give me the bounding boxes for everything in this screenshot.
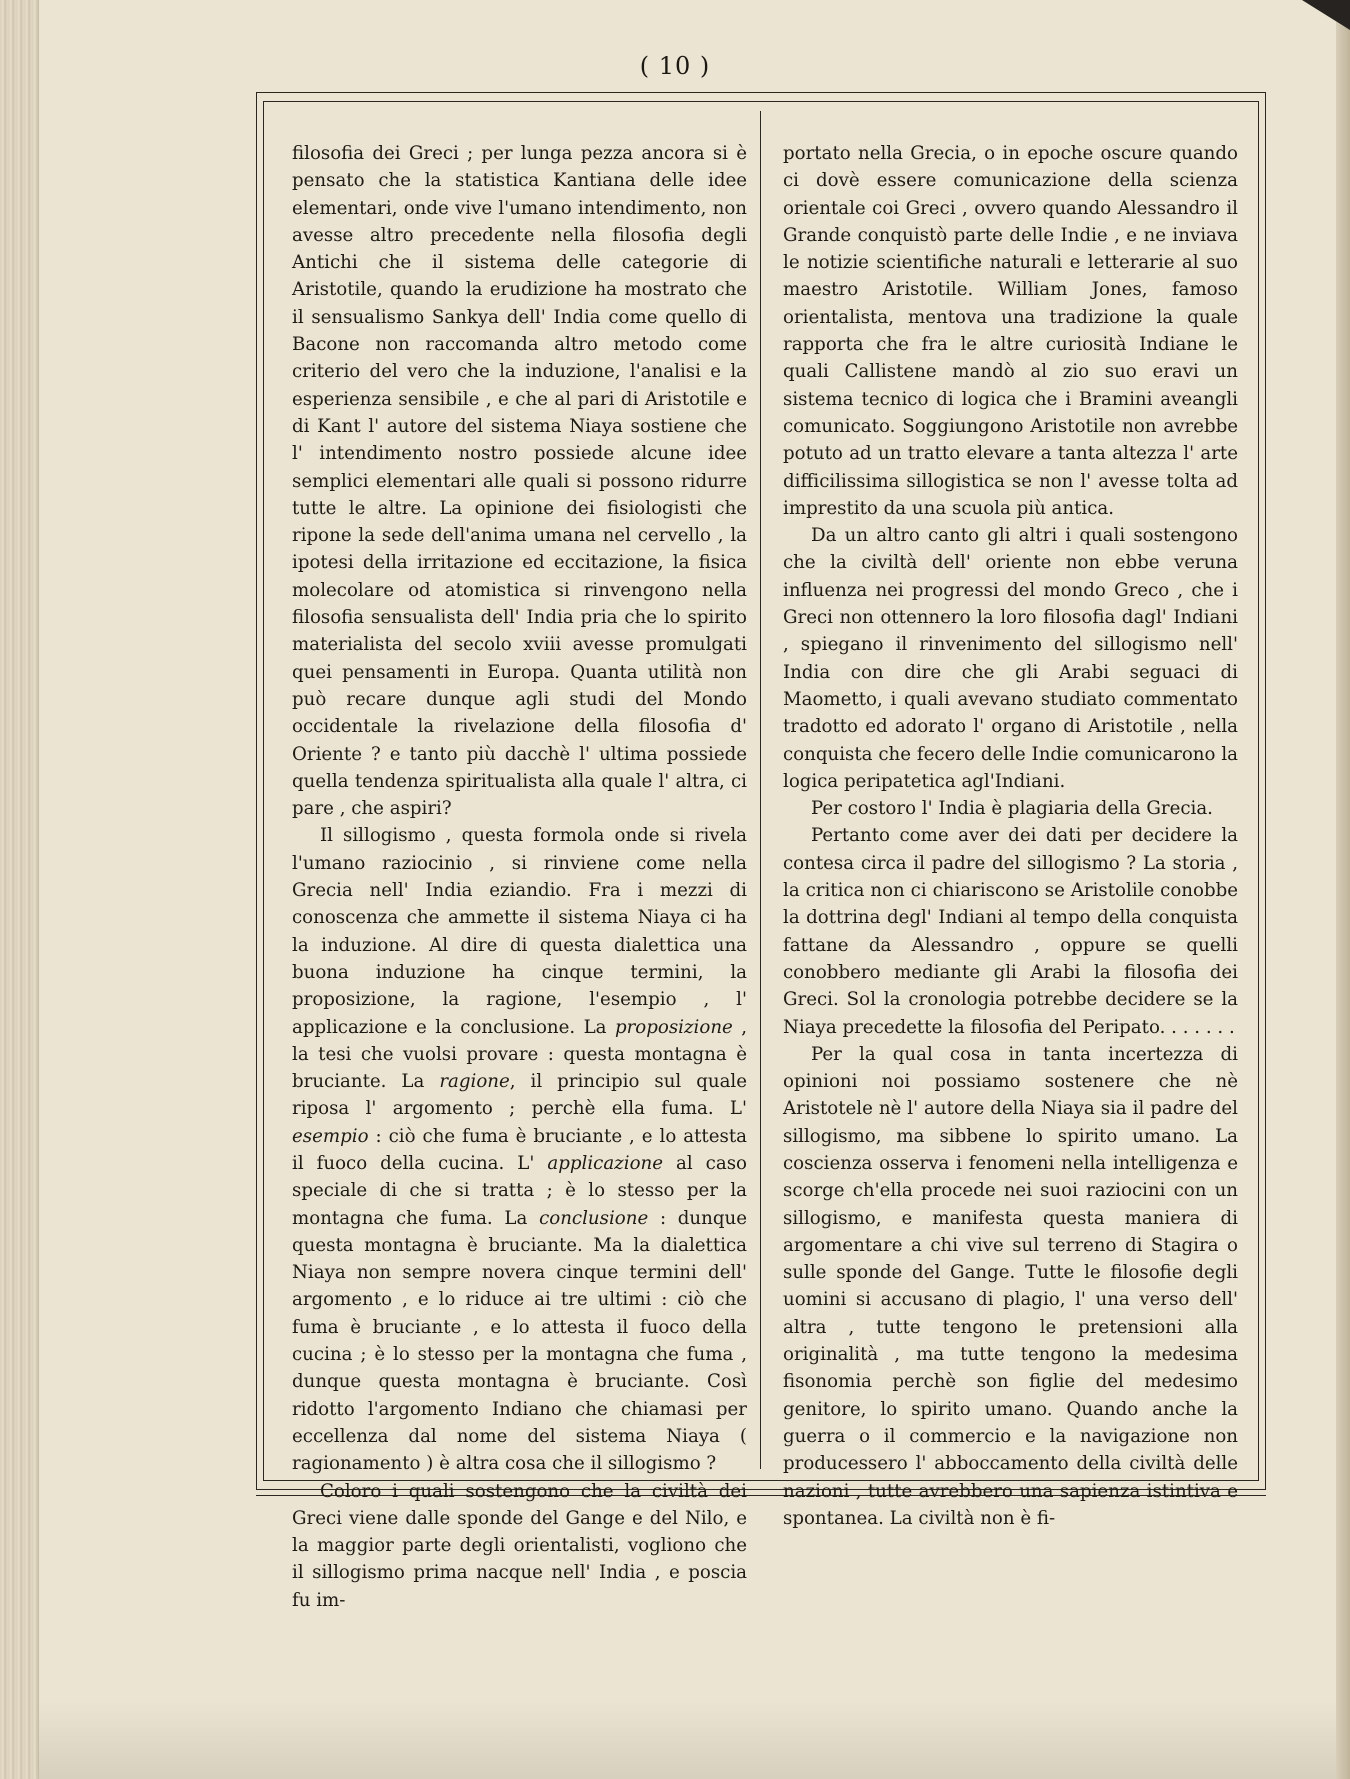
page-stack-edge: [0, 0, 39, 1779]
left-column: [292, 140, 747, 1614]
torn-corner: [1302, 0, 1350, 30]
paragraph: Coloro i quali sostengono che la civiltà dei Greci viene dalle sponde del Gange e del Nilo, e la maggior parte degli orientalisti, vogliono che il sillogismo prima nacque nell' India , e poscia fu im-: [292, 1480, 747, 1611]
paragraph: Da un altro canto gli altri i quali sostengono che la civiltà dell' oriente non ebbe veruna influenza nei progressi del mondo Greco , che i Greci non ottennero la loro filosofia dagl' Indiani , spiegano il rinvenimento del sillogismo nell' India con dire che gli Arabi seguaci di Maometto, i quali avevano studiato commentato tradotto ed adorato l' organo di Aristotile , nella conquista che fecero delle Indie comunicarono la logica peripatetica agl'Indiani.: [783, 525, 1238, 792]
column-divider: [760, 111, 761, 1469]
term-ragione: ragione: [439, 1071, 510, 1093]
paragraph: filosofia dei Greci ; per lunga pezza ancora si è pensato che la statistica Kantiana delle idee elementari, onde vive l'umano intendimento, non avesse altro precedente nella filosofia degli Antichi che il sistema delle categorie di Aristotile, quando la erudizione ha mostrato che il sensualismo Sankya dell' India come quello di Bacone non raccomanda altro metodo come criterio del vero che la induzione, l'analisi e la esperienza sensibile , e che al pari di Aristotile e di Kant l' autore del sistema Niaya sostiene che l' intendimento nostro possiede alcune idee semplici elementari alle quali si possono ridurre tutte le altre. La opinione dei fisiologisti che ripone la sede dell'anima umana nel cervello , la ipotesi della irritazione ed eccitazione, la fisica molecolare od atomistica si rinvengono nella filosofia sensualista dell' India pria che lo spirito materialista del secolo xviii avesse promulgati quei pensamenti in Europa. Quanta utilità non può recare dunque agli studi del Mondo occidentale la rivelazione della filosofia d' Oriente ? e tanto più dacchè l' ultima possiede quella tendenza spiritualista alla quale l' altra, ci pare , che aspiri?: [292, 143, 747, 820]
paragraph: portato nella Grecia, o in epoche oscure quando ci dovè essere comunicazione della scienza orientale coi Greci , ovvero quando Alessandro il Grande conquistò parte delle Indie , e ne inviava le notizie scientifiche naturali e letterarie al suo maestro Aristotile. William Jones, famoso orientalista, mentova una tradizione la quale rapporta che fra le altre curiosità Indiane le quali Callistene mandò al zio suo eravi un sistema tecnico di logica che i Bramini aveangli comunicato. Soggiungono Aristotile non avrebbe potuto ad un tratto elevare a tanta altezza l' arte difficilissima sillogistica se non l' avesse tolta ad imprestito da una scuola più antica.: [783, 143, 1238, 519]
term-esempio: esempio: [292, 1125, 369, 1147]
page-number: ( 10 ): [639, 52, 711, 80]
term-proposizione: proposizione: [614, 1016, 733, 1038]
term-conclusione: conclusione: [539, 1207, 649, 1229]
right-column: [783, 140, 1238, 1532]
paragraph: Per la qual cosa in tanta incertezza di opinioni noi possiamo sostenere che nè Aristotele nè l' autore della Niaya sia il padre del sillogismo, ma sibbene lo spirito umano. La coscienza osserva i fenomeni nella intelligenza e scorge ch'ella procede nei suoi raziocini con un sillogismo, e manifesta questa maniera di argomentare a chi vive sul terreno di Stagira o sulle sponde del Gange. Tutte le filosofie degli uomini si accusano di plagio, l' una verso dell' altra , tutte tengono le pretensioni alla originalità , ma tutte tengono la medesima fisonomia perchè son figlie del medesimo genitore, lo spirito umano. Quando anche la guerra o il commercio e la navigazione non producessero l' abboccamento della civiltà delle nazioni , tutte avrebbero una sapienza istintiva e spontanea. La civiltà non è fi-: [783, 1043, 1238, 1529]
paragraph: Per costoro l' India è plagiaria della Grecia.: [811, 798, 1213, 820]
page-right-edge: [1336, 0, 1350, 1779]
paragraph: Pertanto come aver dei dati per decidere la contesa circa il padre del sillogismo ? La storia , la critica non ci chiariscono se Aristolile conobbe la dottrina degl' Indiani al tempo della conquista fattane da Alessandro , oppure se quelli conobbero mediante gli Arabi la filosofia dei Greci. Sol la cronologia potrebbe decidere se la Niaya precedette la filosofia del Peripato. . . . . . .: [783, 825, 1238, 1038]
paragraph: Il sillogismo , questa formola onde si rivela l'umano raziocinio , si rinviene come nella Grecia nell' India eziandio. Fra i mezzi di conoscenza che ammette il sistema Niaya ci ha la induzione. Al dire di questa dialettica una buona induzione ha cinque termini, la proposizione, la ragione, l'esempio , l' applicazione e la conclusione. La proposizione , la tesi che vuolsi provare : questa montagna è bruciante. La ragione, il principio sul quale riposa l' argomento ; perchè ella fuma. L' esempio : ciò che fuma è bruciante , e lo attesta il fuoco della cucina. L' applicazione al caso speciale di che si tratta ; è lo stesso per la montagna che fuma. La conclusione : dunque questa montagna è bruciante. Ma la dialettica Niaya non sempre novera cinque termini dell' argomento , e lo riduce ai tre ultimi : ciò che fuma è bruciante , e lo attesta il fuoco della cucina ; è lo stesso per la montagna che fuma , dunque questa montagna è bruciante. Così ridotto l'argomento Indiano che chiamasi per eccellenza dal nome del sistema Niaya ( ragionamento ) è altra cosa che il sillogismo ?: [292, 825, 747, 1475]
term-applicazione: applicazione: [547, 1152, 664, 1174]
